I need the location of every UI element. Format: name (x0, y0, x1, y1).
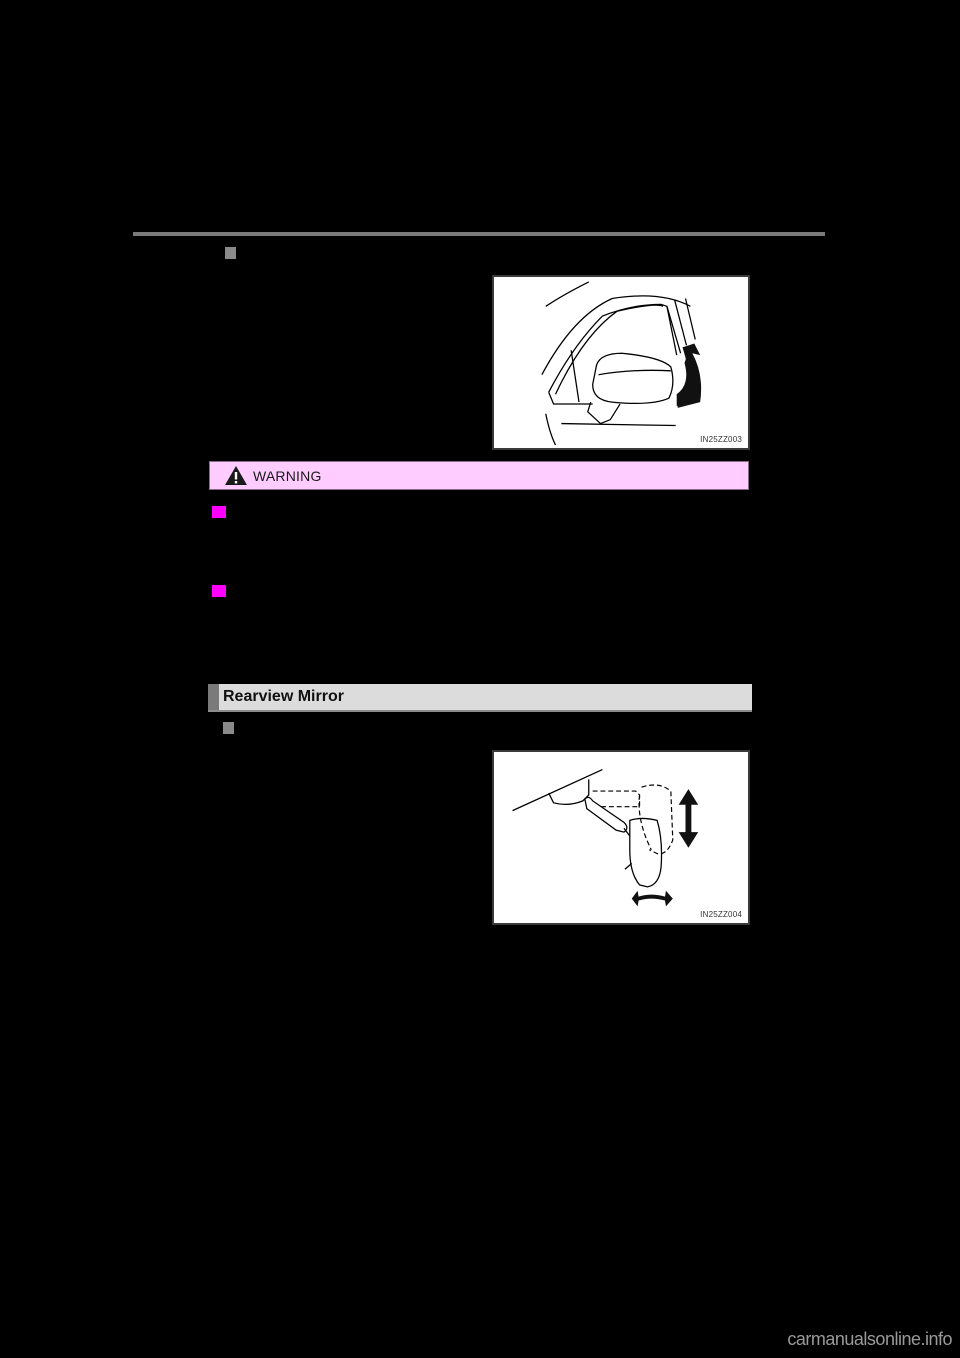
header-divider (133, 232, 825, 236)
warning-banner (209, 461, 749, 490)
section-header-accent (208, 684, 219, 710)
rearview-mirror-illustration (494, 752, 748, 923)
watermark: carmanualsonline.info (787, 1329, 952, 1349)
section-title: Rearview Mirror (223, 688, 344, 705)
rearview-mirror-figure (492, 750, 750, 925)
warning-triangle-icon (224, 465, 248, 486)
section-header-rearview-mirror (208, 684, 752, 712)
figure-code: IN25ZZ004 (700, 910, 742, 919)
subsection-bullet (225, 247, 236, 259)
warning-label: WARNING (253, 467, 322, 484)
side-mirror-illustration (494, 277, 748, 448)
warning-bullet-1 (212, 506, 226, 518)
figure-code: IN25ZZ003 (700, 435, 742, 444)
subsection-bullet (223, 722, 234, 734)
warning-bullet-2 (212, 585, 226, 597)
side-mirror-figure (492, 275, 750, 450)
